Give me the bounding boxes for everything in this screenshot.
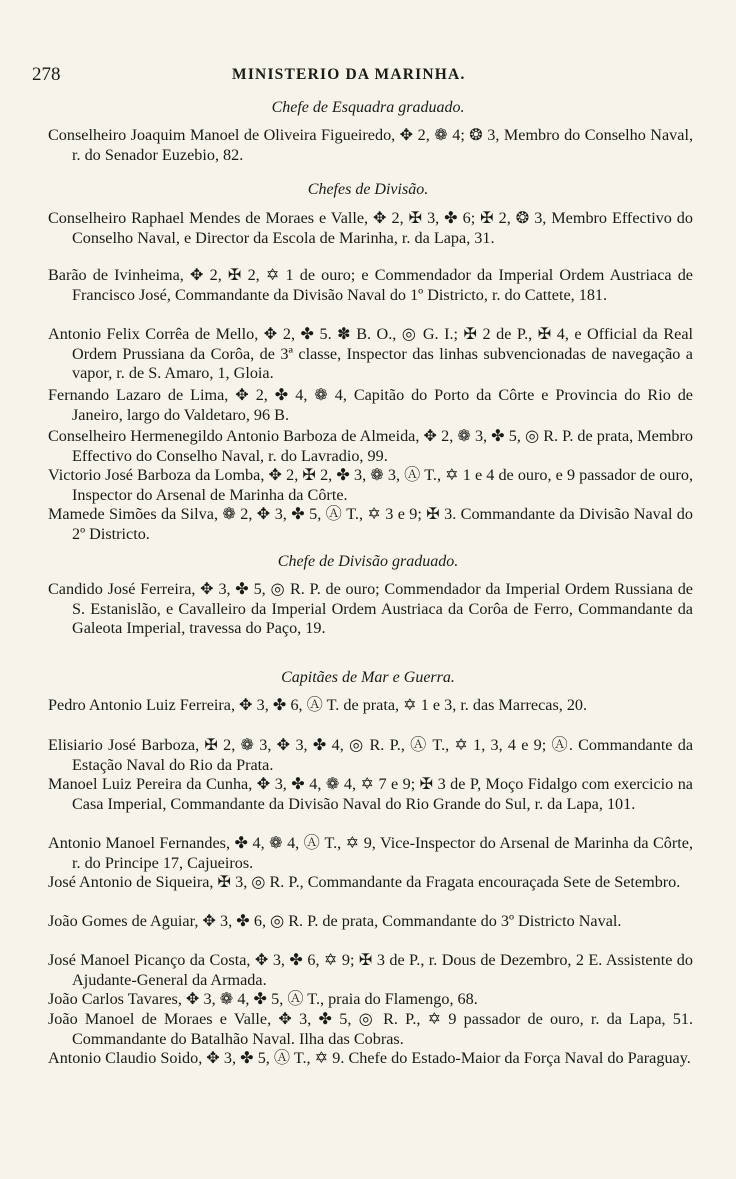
entry: Antonio Felix Corrêa de Mello, ✥ 2, ✤ 5. ✽ B. O., ◎ G. I.; ✠ 2 de P., ✠ 4, e Official da Real Ordem Prussiana da Corôa, de 3ª classe, Inspector das linhas subvencionadas de navegação a vapor, r. de S. Amaro, 1, Gloia. — [48, 325, 693, 383]
entry: Fernando Lazaro de Lima, ✥ 2, ✤ 4, ❁ 4, Capitão do Porto da Côrte e Provincia do Rio de Janeiro, largo do Valdetaro, 96 B. — [48, 386, 693, 424]
section-heading: Chefes de Divisão. — [307, 181, 429, 198]
entry: Conselheiro Raphael Mendes de Moraes e Valle, ✥ 2, ✠ 3, ✤ 6; ✠ 2, ❂ 3, Membro Effectivo do Conselho Naval, e Director da Escola de Marinha, r. da Lapa, 31. — [48, 209, 693, 247]
entry: João Manoel de Moraes e Valle, ✥ 3, ✤ 5, ◎ R. P., ✡ 9 passador de ouro, r. da Lapa, 51. Commandante do Batalhão Naval. Ilha das Cobras. — [48, 1010, 693, 1048]
entry: João Gomes de Aguiar, ✥ 3, ✤ 6, ◎ R. P. de prata, Commandante do 3º Districto Naval. — [48, 912, 622, 930]
running-title: MINISTERIO DA MARINHA. — [232, 66, 466, 83]
entry: Mamede Simões da Silva, ❁ 2, ✥ 3, ✤ 5, Ⓐ T., ✡ 3 e 9; ✠ 3. Commandante da Divisão Naval do 2º Districto. — [48, 505, 693, 543]
entry: José Manoel Picanço da Costa, ✥ 3, ✤ 6, ✡ 9; ✠ 3 de P., r. Dous de Dezembro, 2 E. Assistente do Ajudante-General da Armada. — [48, 951, 693, 989]
entry: Antonio Claudio Soido, ✥ 3, ✤ 5, Ⓐ T., ✡ 9. Chefe do Estado-Maior da Força Naval do Paraguay. — [48, 1049, 691, 1067]
entry: Conselheiro Joaquim Manoel de Oliveira Figueiredo, ✥ 2, ❁ 4; ❂ 3, Membro do Conselho Naval, r. do Senador Euzebio, 82. — [48, 126, 693, 164]
section-heading: Capitães de Mar e Guerra. — [281, 669, 455, 686]
section-heading: Chefe de Esquadra graduado. — [271, 99, 465, 116]
page-number: 278 — [32, 64, 61, 85]
entry: Manoel Luiz Pereira da Cunha, ✥ 3, ✤ 4, ❁ 4, ✡ 7 e 9; ✠ 3 de P, Moço Fidalgo com exercicio na Casa Imperial, Commandante da Divisão Naval do Rio Grande do Sul, r. da Lapa, 101. — [48, 775, 693, 813]
entry: João Carlos Tavares, ✥ 3, ❁ 4, ✤ 5, Ⓐ T., praia do Flamengo, 68. — [48, 990, 478, 1008]
entry: José Antonio de Siqueira, ✠ 3, ◎ R. P., Commandante da Fragata encouraçada Sete de Setembro. — [48, 873, 681, 891]
entry: Candido José Ferreira, ✥ 3, ✤ 5, ◎ R. P. de ouro; Commendador da Imperial Ordem Russiana de S. Estanislão, e Cavalleiro da Imperial Ordem Austriaca da Corôa de Ferro, Commandante da Galeota Imperial, travessa do Paço, 19. — [48, 580, 693, 638]
entry: Pedro Antonio Luiz Ferreira, ✥ 3, ✤ 6, Ⓐ T. de prata, ✡ 1 e 3, r. das Marrecas, 20. — [48, 696, 588, 714]
entry: Antonio Manoel Fernandes, ✤ 4, ❁ 4, Ⓐ T., ✡ 9, Vice-Inspector do Arsenal de Marinha da Côrte, r. do Principe 17, Cajueiros. — [48, 834, 693, 872]
section-heading: Chefe de Divisão graduado. — [277, 553, 459, 570]
entry: Conselheiro Hermenegildo Antonio Barboza de Almeida, ✥ 2, ❁ 3, ✤ 5, ◎ R. P. de prata, Membro Effectivo do Conselho Naval, r. do Lavradio, 99. — [48, 427, 693, 465]
page-header — [32, 64, 692, 90]
entry: Elisiario José Barboza, ✠ 2, ❁ 3, ✥ 3, ✤ 4, ◎ R. P., Ⓐ T., ✡ 1, 3, 4 e 9; Ⓐ. Commandante da Estação Naval do Rio da Prata. — [48, 736, 693, 774]
entry: Victorio José Barboza da Lomba, ✥ 2, ✠ 2, ✤ 3, ❁ 3, Ⓐ T., ✡ 1 e 4 de ouro, e 9 passador de ouro, Inspector do Arsenal de Marinha da Côrte. — [48, 466, 693, 504]
entry: Barão de Ivinheima, ✥ 2, ✠ 2, ✡ 1 de ouro; e Commendador da Imperial Ordem Austriaca de Francisco José, Commandante da Divisão Naval do 1º Districto, r. do Cattete, 181. — [48, 266, 693, 304]
